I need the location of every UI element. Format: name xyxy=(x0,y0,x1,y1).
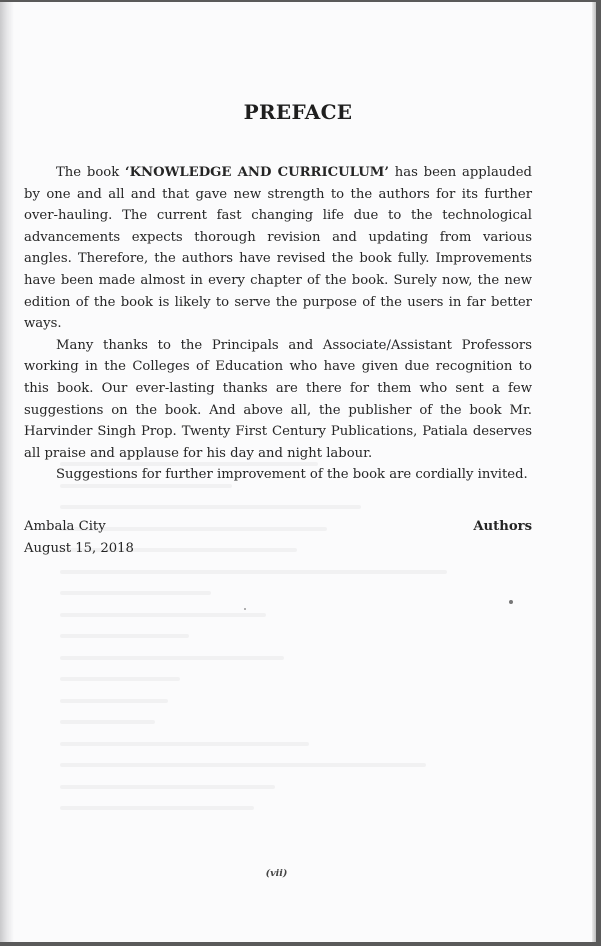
preface-body xyxy=(24,162,532,486)
paragraph-2: Many thanks to the Principals and Associate/Assistant Professors working in the Colleges of Education who have given due recognition to this book. Our ever-lasting thanks are there for them who sent a few suggestions on the book. And above all, the publisher of the book Mr. Harvinder Singh Prop. Twenty First Century Publications, Patiala deserves all praise and applause for his day and night labour. xyxy=(24,337,532,461)
paragraph-3: Suggestions for further improvement of the book are cordially invited. xyxy=(56,467,528,483)
paragraph-1 xyxy=(24,162,532,335)
signature-place: Ambala City xyxy=(24,519,106,534)
page-title: PREFACE xyxy=(243,100,353,124)
page-number: (vii) xyxy=(265,868,288,879)
signature-authors: Authors xyxy=(473,519,532,534)
book-title: ‘KNOWLEDGE AND CURRICULUM’ xyxy=(125,165,389,180)
book-page xyxy=(0,2,596,942)
paragraph-1-lead: The book xyxy=(56,165,125,180)
binding-shadow xyxy=(0,2,14,942)
page-edge xyxy=(592,2,596,942)
signature-date: August 15, 2018 xyxy=(24,540,134,556)
signature-block xyxy=(24,516,532,559)
paragraph-1-rest: has been applauded by one and all and that gave new strength to the authors for its further over-hauling. The current fast changing life due to the technological advancements expects thorough revision and updating from various angles. Therefore, the authors have revised the book fully. Improvements have been made almost in every chapter of the book. Surely now, the new edition of the book is likely to serve the purpose of the users in far better ways. xyxy=(24,165,532,332)
